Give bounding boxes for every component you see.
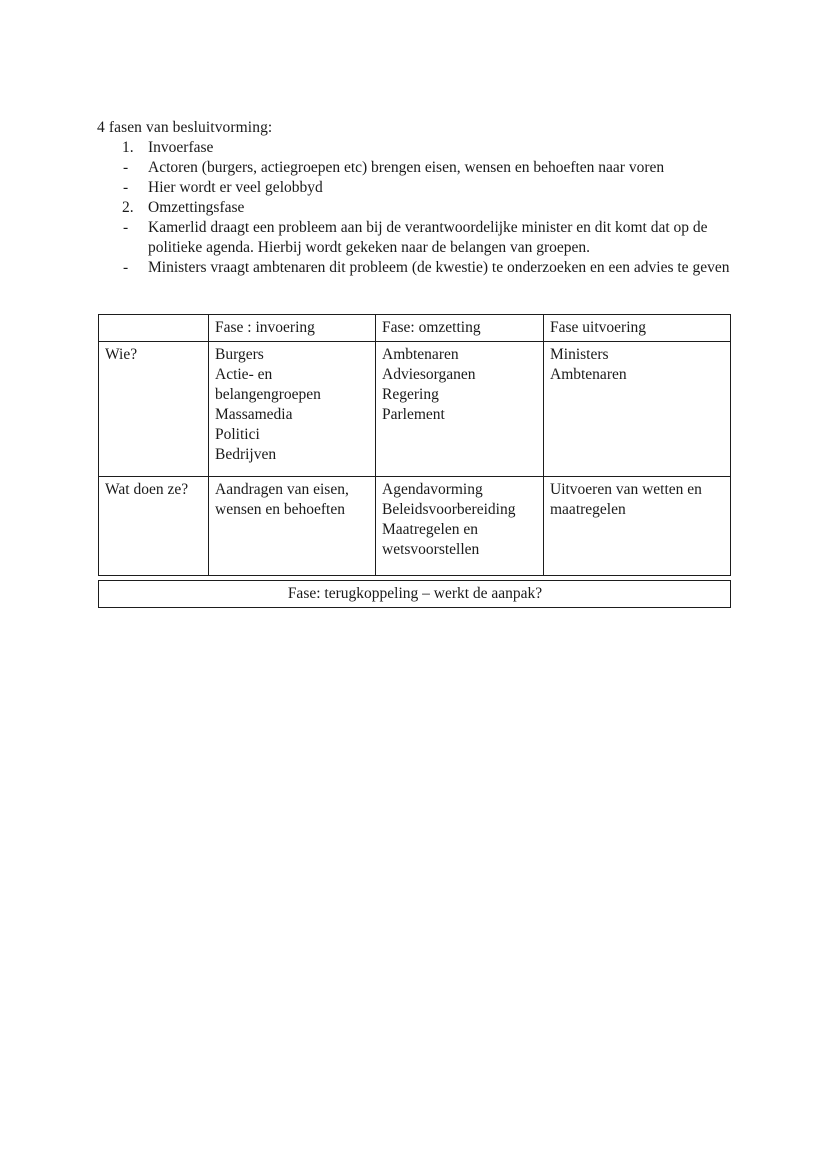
- cell-line: maatregelen: [550, 501, 626, 518]
- list-marker: -: [123, 219, 129, 236]
- list-item: [97, 178, 737, 198]
- cell-wat-uitvoering: [544, 477, 731, 576]
- list-item: [97, 138, 737, 158]
- cell-line: wensen en behoeften: [215, 501, 345, 518]
- cell-wie-uitvoering: [544, 342, 731, 477]
- list-item: [97, 198, 737, 218]
- list-item-text: Invoerfase: [148, 139, 214, 156]
- list-item-text: Hier wordt er veel gelobbyd: [148, 179, 323, 196]
- cell-line: wetsvoorstellen: [382, 541, 480, 558]
- list-marker: 1.: [122, 139, 134, 156]
- column-header-omzetting: Fase: omzetting: [376, 315, 544, 342]
- table-corner-cell: [99, 315, 209, 342]
- list-marker: 2.: [122, 199, 134, 216]
- table-row: [99, 342, 731, 477]
- cell-line: Adviesorganen: [382, 366, 476, 383]
- list-marker: -: [123, 159, 129, 176]
- list-item: [97, 258, 737, 278]
- cell-line: Bedrijven: [215, 446, 277, 463]
- cell-line: Agendavorming: [382, 481, 483, 498]
- cell-line: Actie- en: [215, 366, 273, 383]
- list-item-text: Actoren (burgers, actiegroepen etc) brengen eisen, wensen en behoeften naar voren: [148, 159, 665, 176]
- cell-wat-invoering: [209, 477, 376, 576]
- cell-line: Ambtenaren: [550, 366, 627, 383]
- list-item-text: Omzettingsfase: [148, 199, 245, 216]
- outline-list: [97, 138, 737, 278]
- cell-wie-invoering: [209, 342, 376, 477]
- table-footer-row: [99, 581, 731, 608]
- list-item-text: Ministers vraagt ambtenaren dit probleem (de kwestie) te onderzoeken en een advies te geven: [148, 259, 730, 276]
- cell-line: Regering: [382, 386, 439, 403]
- cell-line: Massamedia: [215, 406, 293, 423]
- cell-line: Maatregelen en: [382, 521, 478, 538]
- column-header-uitvoering: Fase uitvoering: [544, 315, 731, 342]
- list-item: [97, 218, 737, 258]
- page-title: 4 fasen van besluitvorming:: [97, 119, 273, 136]
- cell-line: Parlement: [382, 406, 445, 423]
- cell-line: Ambtenaren: [382, 346, 459, 363]
- row-label-wat-doen-ze: Wat doen ze?: [99, 477, 209, 576]
- document-body: [97, 118, 737, 278]
- cell-wat-omzetting: [376, 477, 544, 576]
- table-header-row: [99, 315, 731, 342]
- list-item-text: Kamerlid draagt een probleem aan bij de verantwoordelijke minister en dit komt dat op de politieke agenda. Hierbij wordt gekeken naar de belangen van groepen.: [148, 219, 708, 256]
- list-marker: -: [123, 179, 129, 196]
- cell-line: Politici: [215, 426, 260, 443]
- phases-table: [98, 314, 731, 608]
- cell-line: belangengroepen: [215, 386, 321, 403]
- table-footer-cell: Fase: terugkoppeling – werkt de aanpak?: [99, 581, 731, 608]
- cell-line: Beleidsvoorbereiding: [382, 501, 516, 518]
- cell-line: Aandragen van eisen,: [215, 481, 349, 498]
- cell-line: Uitvoeren van wetten en: [550, 481, 702, 498]
- table-row: [99, 477, 731, 576]
- list-marker: -: [123, 259, 129, 276]
- list-item: [97, 158, 737, 178]
- cell-wie-omzetting: [376, 342, 544, 477]
- column-header-invoering: Fase : invoering: [209, 315, 376, 342]
- cell-line: Burgers: [215, 346, 264, 363]
- cell-line: Ministers: [550, 346, 609, 363]
- row-label-wie: Wie?: [99, 342, 209, 477]
